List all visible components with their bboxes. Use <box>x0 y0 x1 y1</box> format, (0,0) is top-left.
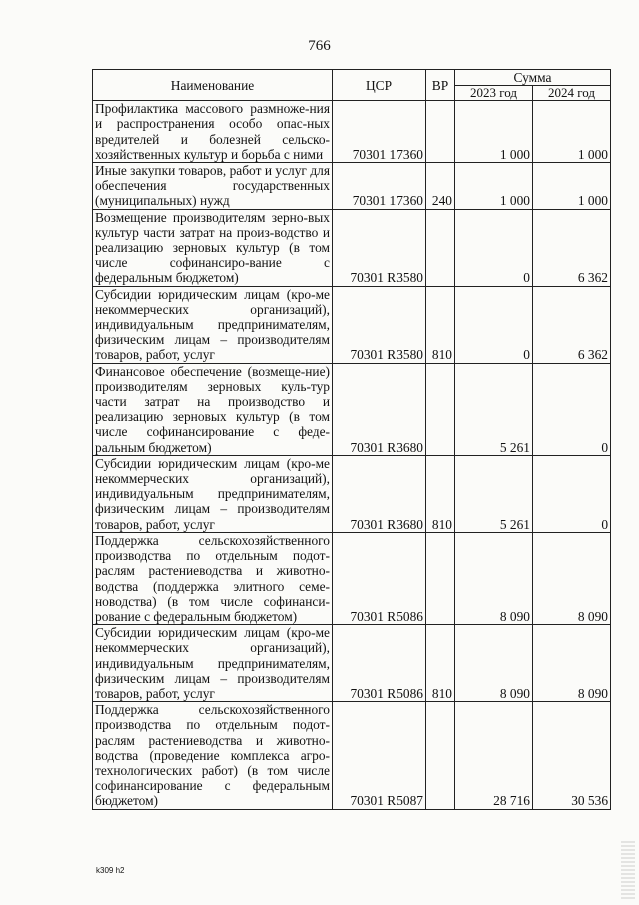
row-csr: 70301 R3580 <box>333 286 426 363</box>
row-csr: 70301 R5086 <box>333 625 426 702</box>
row-vr: 240 <box>426 163 455 210</box>
row-name: Субсидии юридическим лицам (кро-ме некоммерческих организаций), индивидуальным предпринимателям, физическим лицам – производителям товаров, работ, услуг <box>93 625 333 702</box>
table-row <box>93 101 611 163</box>
row-name: Субсидии юридическим лицам (кро-ме некоммерческих организаций), индивидуальным предпринимателям, физическим лицам – производителям товаров, работ, услуг <box>93 455 333 532</box>
table-body <box>93 101 611 809</box>
header-name: Наименование <box>93 70 333 101</box>
scan-edge-artifact <box>621 839 635 899</box>
row-csr: 70301 R5087 <box>333 702 426 809</box>
row-name: Возмещение производителям зерно-вых культур части затрат на произ-водство и реализацию зерновых культур (в том числе софинансиро-вание с федеральным бюджетом) <box>93 209 333 286</box>
row-csr: 70301 R3680 <box>333 455 426 532</box>
page-number: 766 <box>308 38 331 54</box>
row-sum-2024: 8 090 <box>533 625 611 702</box>
row-sum-2024: 6 362 <box>533 209 611 286</box>
header-year-2024: 2024 год <box>533 86 611 101</box>
header-csr: ЦСР <box>333 70 426 101</box>
row-vr <box>426 702 455 809</box>
row-vr: 810 <box>426 625 455 702</box>
table-row <box>93 625 611 702</box>
row-sum-2023: 5 261 <box>455 455 533 532</box>
row-name: Поддержка сельскохозяйственного производства по отдельным подот-раслям растениеводства и животно-водства (поддержка элитного семе-новодства) (в том числе софинанси-рование с федеральным бюджетом) <box>93 532 333 624</box>
footer-code: k309 h2 <box>96 866 125 875</box>
table-row <box>93 286 611 363</box>
row-name: Финансовое обеспечение (возмеще-ние) производителям зерновых куль-тур части затрат на производство и реализацию зерновых культур (в том числе софинансирование с феде-ральным бюджетом) <box>93 363 333 455</box>
row-sum-2024: 0 <box>533 363 611 455</box>
row-vr: 810 <box>426 286 455 363</box>
table-row <box>93 363 611 455</box>
row-vr <box>426 363 455 455</box>
row-sum-2024: 1 000 <box>533 101 611 163</box>
row-sum-2023: 8 090 <box>455 532 533 624</box>
row-name: Профилактика массового размноже-ния и распространения особо опас-ных вредителей и болезней сельско-хозяйственных культур и борьба с ними <box>93 101 333 163</box>
row-sum-2024: 0 <box>533 455 611 532</box>
row-vr: 810 <box>426 455 455 532</box>
row-name: Поддержка сельскохозяйственного производства по отдельным подот-раслям растениеводства и животно-водства (проведение комплекса агро-технологических работ) (в том числе софинансирование с федеральным бюджетом) <box>93 702 333 809</box>
table-row <box>93 209 611 286</box>
row-vr <box>426 532 455 624</box>
row-csr: 70301 R3680 <box>333 363 426 455</box>
row-sum-2023: 1 000 <box>455 163 533 210</box>
row-sum-2024: 1 000 <box>533 163 611 210</box>
row-name: Субсидии юридическим лицам (кро-ме некоммерческих организаций), индивидуальным предпринимателям, физическим лицам – производителям товаров, работ, услуг <box>93 286 333 363</box>
row-sum-2023: 5 261 <box>455 363 533 455</box>
header-vr: ВР <box>426 70 455 101</box>
table-row <box>93 702 611 809</box>
row-sum-2023: 0 <box>455 286 533 363</box>
row-sum-2023: 8 090 <box>455 625 533 702</box>
header-row <box>93 70 611 86</box>
row-sum-2024: 30 536 <box>533 702 611 809</box>
row-csr: 70301 R3580 <box>333 209 426 286</box>
table-row <box>93 455 611 532</box>
table-row <box>93 163 611 210</box>
row-sum-2023: 0 <box>455 209 533 286</box>
row-csr: 70301 R5086 <box>333 532 426 624</box>
row-vr <box>426 209 455 286</box>
budget-table <box>92 69 611 810</box>
row-sum-2023: 28 716 <box>455 702 533 809</box>
header-year-2023: 2023 год <box>455 86 533 101</box>
row-sum-2024: 6 362 <box>533 286 611 363</box>
table-row <box>93 532 611 624</box>
row-name: Иные закупки товаров, работ и услуг для обеспечения государственных (муниципальных) нужд <box>93 163 333 210</box>
row-csr: 70301 17360 <box>333 101 426 163</box>
header-sum: Сумма <box>455 70 611 86</box>
row-csr: 70301 17360 <box>333 163 426 210</box>
row-sum-2024: 8 090 <box>533 532 611 624</box>
row-sum-2023: 1 000 <box>455 101 533 163</box>
row-vr <box>426 101 455 163</box>
